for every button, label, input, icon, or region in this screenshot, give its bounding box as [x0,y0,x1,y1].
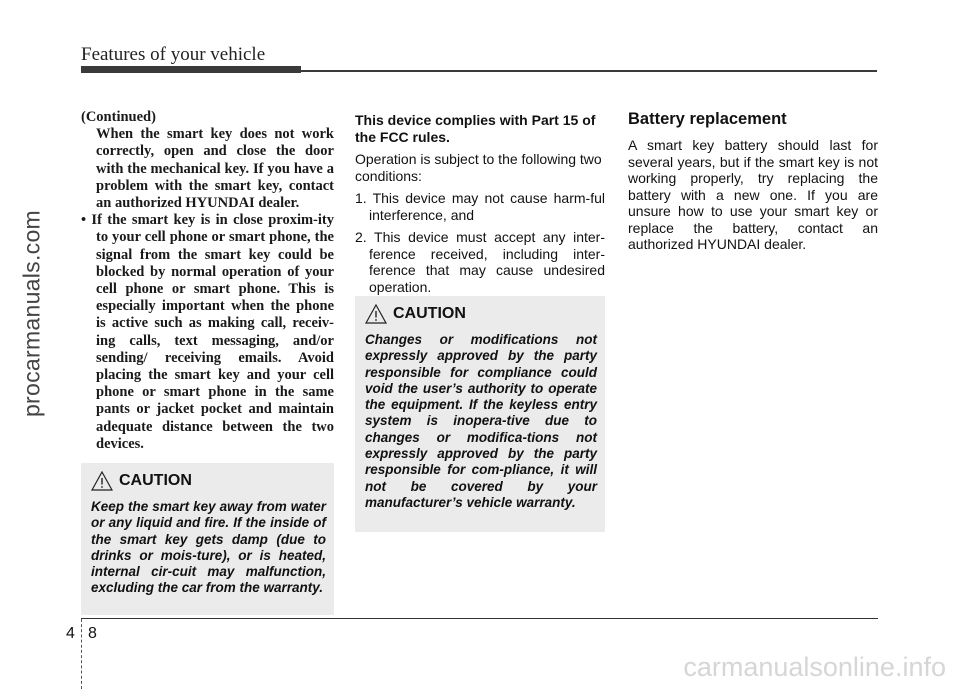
condition-item-1: 1. This device may not cause harm-ful interference, and [355,190,605,223]
warning-triangle-icon [365,304,387,324]
header-title: Features of your vehicle [81,44,266,65]
watermark-side: procarmanuals.com [18,209,45,418]
caution-title: CAUTION [119,472,192,489]
warning-triangle-icon [91,471,113,491]
column-left [81,109,334,453]
page-number: 8 [88,625,97,642]
column-right [628,110,878,253]
caution-header [365,304,466,324]
footer-rule [81,618,878,619]
caution-box-fcc [355,296,605,532]
fcc-statement: This device complies with Part 15 of the FCC rules. [355,112,596,145]
condition-item-2: 2. This device must accept any inter-ference received, including inter-ference that may cause undesired operation. [355,229,605,295]
watermark-bottom: carmanualsonline.info [683,652,946,682]
caution-header [91,471,192,491]
continued-paragraph: When the smart key does not work correctly, open and close the door with the mechanical key. If you have a problem with the smart key, contact an authorized HYUNDAI dealer. [96,126,334,212]
footer-divider [81,619,82,689]
header-rule-thin [301,70,877,72]
section-number: 4 [66,625,75,642]
caution-box-smart-key [81,463,334,615]
section-heading: Battery replacement [628,110,787,128]
header-rule-thick [81,66,301,73]
caution-body: Keep the smart key away from water or any liquid and fire. If the inside of the smart key gets damp (due to drinks or mois-ture), or is heated, internal cir-cuit may malfunction, excluding the car from the warranty. [91,499,326,596]
caution-title: CAUTION [393,305,466,322]
conditions-intro: Operation is subject to the following two conditions: [355,151,602,184]
continued-label: (Continued) [81,109,156,125]
battery-paragraph: A smart key battery should last for several years, but if the smart key is not working properly, try replacing the battery with a new one. If you are unsure how to use your smart key or replace the battery, contact an authorized HYUNDAI dealer. [628,137,878,252]
caution-body: Changes or modifications not expressly approved by the party responsible for compliance could void the user’s authority to operate the equipment. If the keyless entry system is inopera-tive due to changes or modifica-tions not expressly approved by the party responsible for com-pliance, it will not be covered by your manufacturer’s vehicle warranty. [365,332,597,510]
column-middle [355,112,605,301]
bullet-paragraph: • If the smart key is in close proxim-ity to your cell phone or smart phone, the signal from the smart key could be blocked by normal operation of your cell phone or smart phone. This is especially important when the phone is active such as making call, receiv-ing calls, text messaging, and/or sending/ receiving emails. Avoid placing the smart key and your cell phone or smart phone in the same pants or jacket pocket and maintain adequate distance between the two devices. [81,212,334,452]
